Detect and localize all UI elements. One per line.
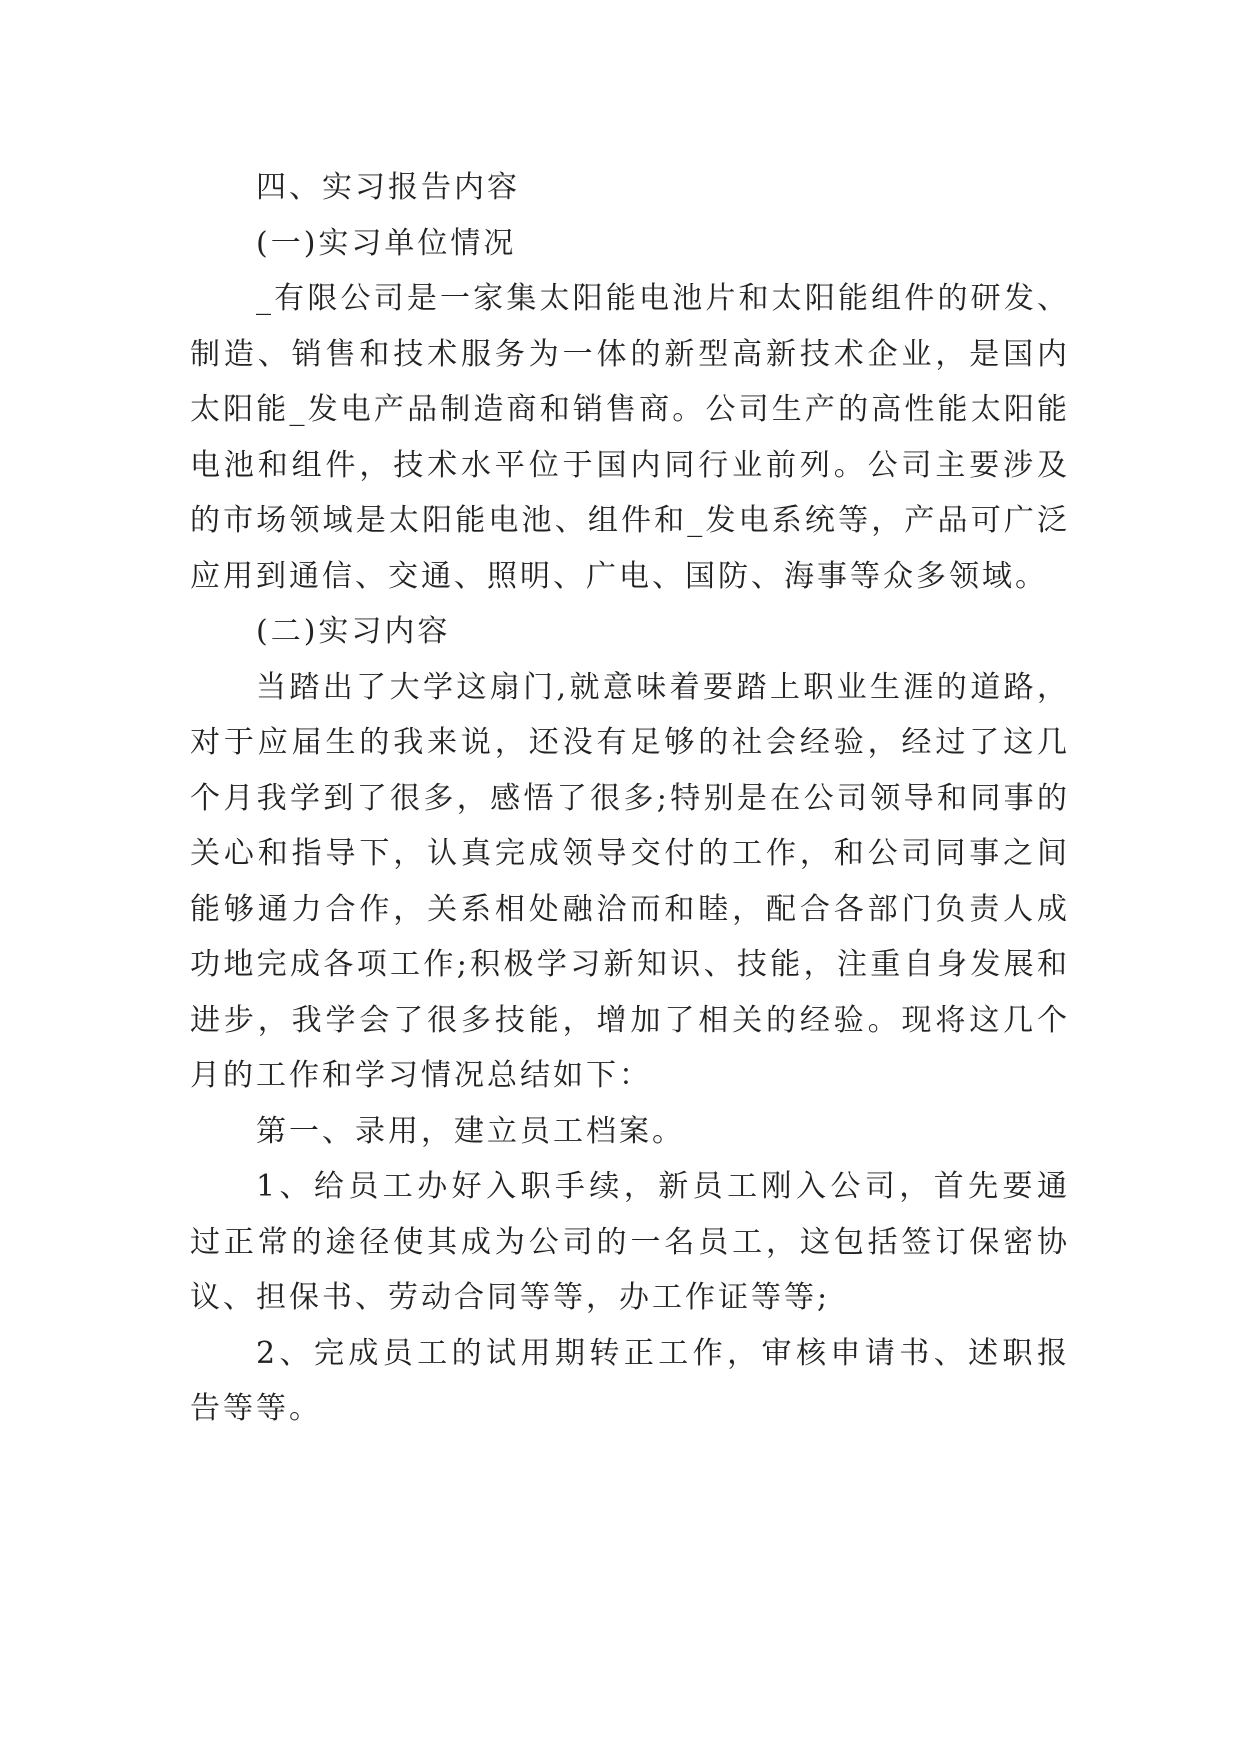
subheading-internship-tasks: (二)实习内容 [256,614,451,649]
list-item-probation: 2、完成员工的试用期转正工作，审核申请书、述职报告等等。 [190,1335,1070,1426]
paragraph-internship-summary: 当踏出了大学这扇门,就意味着要踏上职业生涯的道路，对于应届生的我来说，还没有足够的社会经验，经过了这几个月我学到了很多，感悟了很多;特别是在公司领导和同事的关心和指导下，认真完成领导交付的工作，和公司同事之间能够通力合作，关系相处融洽而和睦，配合各部门负责人成功地完成各项工作;积极学习新知识、技能，注重自身发展和进步，我学会了很多技能，增加了相关的经验。现将这几个月的工作和学习情况总结如下： [190,669,1070,1093]
list-item-onboarding: 1、给员工办好入职手续，新员工刚入公司，首先要通过正常的途径使其成为公司的一名员工，这包括签订保密协议、担保书、劳动合同等等，办工作证等等; [190,1169,1070,1315]
subheading-company-info: (一)实习单位情况 [256,225,517,261]
section-heading-internship-content: 四、实习报告内容 [256,170,520,205]
document-body [190,160,1070,1437]
item-heading-hiring-records: 第一、录用，建立员工档案。 [256,1113,685,1149]
paragraph-company-description: _有限公司是一家集太阳能电池片和太阳能组件的研发、制造、销售和技术服务为一体的新型高新技术企业，是国内太阳能_发电产品制造商和销售商。公司生产的高性能太阳能电池和组件，技术水平位于国内同行业前列。公司主要涉及的市场领域是太阳能电池、组件和_发电系统等，产品可广泛应用到通信、交通、照明、广电、国防、海事等众多领域。 [190,281,1070,594]
